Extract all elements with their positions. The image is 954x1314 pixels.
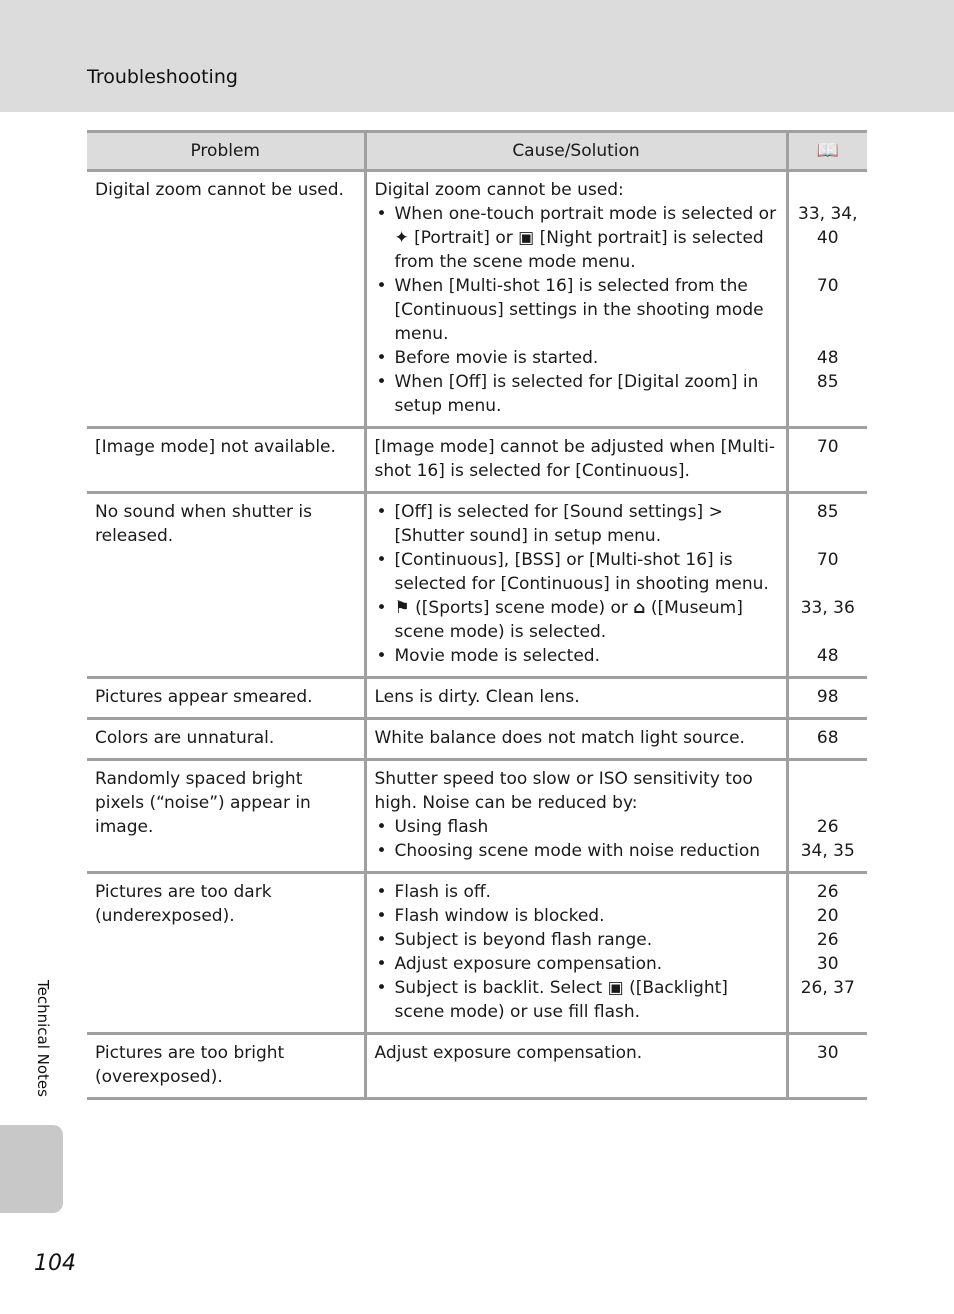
item-text: Movie mode is selected. (394, 646, 600, 666)
item-text: ([Backlight] scene mode) or use fill flash. (394, 978, 728, 1022)
page-reference: 85 (816, 502, 839, 522)
scene-mode-icon: ▣ (518, 228, 535, 248)
item-text: Using flash (394, 817, 489, 837)
page-reference: 70 (816, 276, 839, 296)
solution-item (375, 202, 778, 274)
reference-cell (787, 428, 867, 493)
solution-intro: [Image mode] cannot be adjusted when [Multi-shot 16] is selected for [Continuous]. (374, 437, 775, 481)
solution-list (375, 815, 778, 863)
problem-cell: Randomly spaced bright pixels (“noise”) appear in image. (87, 760, 365, 873)
page-reference (797, 620, 860, 644)
solution-item (375, 904, 778, 928)
solution-item (375, 346, 778, 370)
problem-cell: Colors are unnatural. (87, 719, 365, 760)
solution-cell (365, 1034, 787, 1099)
solution-column-header: Cause/Solution (365, 132, 787, 171)
problem-column-header: Problem (87, 132, 365, 171)
item-text: Subject is beyond flash range. (394, 930, 653, 950)
reference-column-header (787, 132, 867, 171)
page-reference (797, 524, 860, 548)
page-reference (797, 250, 860, 274)
table-header-row (87, 132, 867, 171)
item-text: Flash window is blocked. (394, 906, 605, 926)
page-reference (797, 178, 860, 202)
page-reference (797, 298, 860, 322)
page-reference: 30 (816, 954, 839, 974)
reference-cell (787, 760, 867, 873)
scene-mode-icon: ⌂ (633, 598, 646, 618)
reference-cell (787, 1034, 867, 1099)
solution-intro: Lens is dirty. Clean lens. (374, 687, 580, 707)
table-row (87, 493, 867, 678)
page-reference: 70 (816, 550, 839, 570)
reference-cell (787, 171, 867, 428)
page-reference: 98 (816, 687, 839, 707)
solution-cell (365, 678, 787, 719)
solution-item (375, 644, 778, 668)
table-row (87, 1034, 867, 1099)
solution-item (375, 274, 778, 346)
page-reference (797, 572, 860, 596)
problem-cell: Digital zoom cannot be used. (87, 171, 365, 428)
problem-cell: No sound when shutter is released. (87, 493, 365, 678)
solution-cell (365, 719, 787, 760)
solution-intro: Shutter speed too slow or ISO sensitivity too high. Noise can be reduced by: (374, 769, 753, 813)
item-text: ([Sports] scene mode) or (409, 598, 634, 618)
table-row (87, 428, 867, 493)
item-text: Adjust exposure compensation. (394, 954, 663, 974)
page-reference: 34, 35 (800, 841, 855, 861)
item-text: Choosing scene mode with noise reduction (394, 841, 761, 861)
page-reference: 26 (816, 817, 839, 837)
problem-cell: Pictures are too bright (overexposed). (87, 1034, 365, 1099)
scene-mode-icon: ⚑ (394, 598, 410, 618)
page-reference: 48 (816, 646, 839, 666)
solution-item (375, 928, 778, 952)
solution-item (375, 596, 778, 644)
side-section-label: Technical Notes (34, 980, 52, 1097)
table-row (87, 760, 867, 873)
page-reference: 70 (816, 437, 839, 457)
solution-item (375, 815, 778, 839)
problem-cell: [Image mode] not available. (87, 428, 365, 493)
item-text: Before movie is started. (394, 348, 599, 368)
table-row (87, 171, 867, 428)
solution-list (375, 880, 778, 1024)
item-text: Flash is off. (394, 882, 491, 902)
solution-list (375, 202, 778, 418)
page-reference: 26, 37 (800, 978, 855, 998)
table-row (87, 873, 867, 1034)
item-text: When one-touch portrait mode is selected or (394, 204, 777, 224)
solution-list (375, 500, 778, 668)
solution-cell (365, 760, 787, 873)
page-reference: 33, 36 (800, 598, 855, 618)
solution-item (375, 880, 778, 904)
item-text: [Portrait] or (408, 228, 519, 248)
solution-cell (365, 428, 787, 493)
item-text: [Night portrait] is selected from the scene mode menu. (394, 228, 764, 272)
table-row (87, 719, 867, 760)
page-reference: 26 (816, 930, 839, 950)
page-reference: 20 (816, 906, 839, 926)
page-reference: 68 (816, 728, 839, 748)
page-reference: 85 (816, 372, 839, 392)
page-reference: 26 (816, 882, 839, 902)
solution-intro: Adjust exposure compensation. (374, 1043, 643, 1063)
scene-mode-icon: ▣ (607, 978, 624, 998)
page-reference (797, 767, 860, 791)
reference-cell (787, 678, 867, 719)
item-text: Subject is backlit. Select (394, 978, 608, 998)
solution-item (375, 976, 778, 1024)
item-text: [Continuous], [BSS] or [Multi-shot 16] is selected for [Continuous] in shooting menu. (394, 550, 769, 594)
troubleshooting-table (87, 130, 867, 1100)
item-text: [Off] is selected for [Sound settings] > [Shutter sound] in setup menu. (394, 502, 723, 546)
solution-item (375, 952, 778, 976)
header-band (0, 0, 954, 112)
solution-item (375, 548, 778, 596)
page-reference: 30 (816, 1043, 839, 1063)
section-title: Troubleshooting (87, 66, 238, 88)
solution-item (375, 839, 778, 863)
solution-intro: Digital zoom cannot be used: (374, 180, 624, 200)
solution-intro: White balance does not match light source. (374, 728, 745, 748)
reference-cell (787, 493, 867, 678)
page-reference: 40 (816, 228, 839, 248)
item-text: ([Museum] scene mode) is selected. (394, 598, 743, 642)
scene-mode-icon: ✦ (394, 228, 409, 248)
book-icon: 📖 (816, 140, 839, 161)
table-row (87, 678, 867, 719)
page-reference (797, 322, 860, 346)
item-text: When [Multi-shot 16] is selected from the [Continuous] settings in the shooting mode menu. (394, 276, 764, 344)
page-reference: 48 (816, 348, 839, 368)
reference-cell (787, 873, 867, 1034)
problem-cell: Pictures are too dark (underexposed). (87, 873, 365, 1034)
item-text: When [Off] is selected for [Digital zoom] in setup menu. (394, 372, 759, 416)
solution-cell (365, 873, 787, 1034)
page-reference (797, 791, 860, 815)
side-tab (0, 1125, 63, 1213)
page-reference: 33, 34, (798, 204, 858, 224)
problem-cell: Pictures appear smeared. (87, 678, 365, 719)
page-number: 104 (34, 1251, 76, 1276)
solution-cell (365, 171, 787, 428)
solution-item (375, 500, 778, 548)
solution-cell (365, 493, 787, 678)
solution-item (375, 370, 778, 418)
reference-cell (787, 719, 867, 760)
